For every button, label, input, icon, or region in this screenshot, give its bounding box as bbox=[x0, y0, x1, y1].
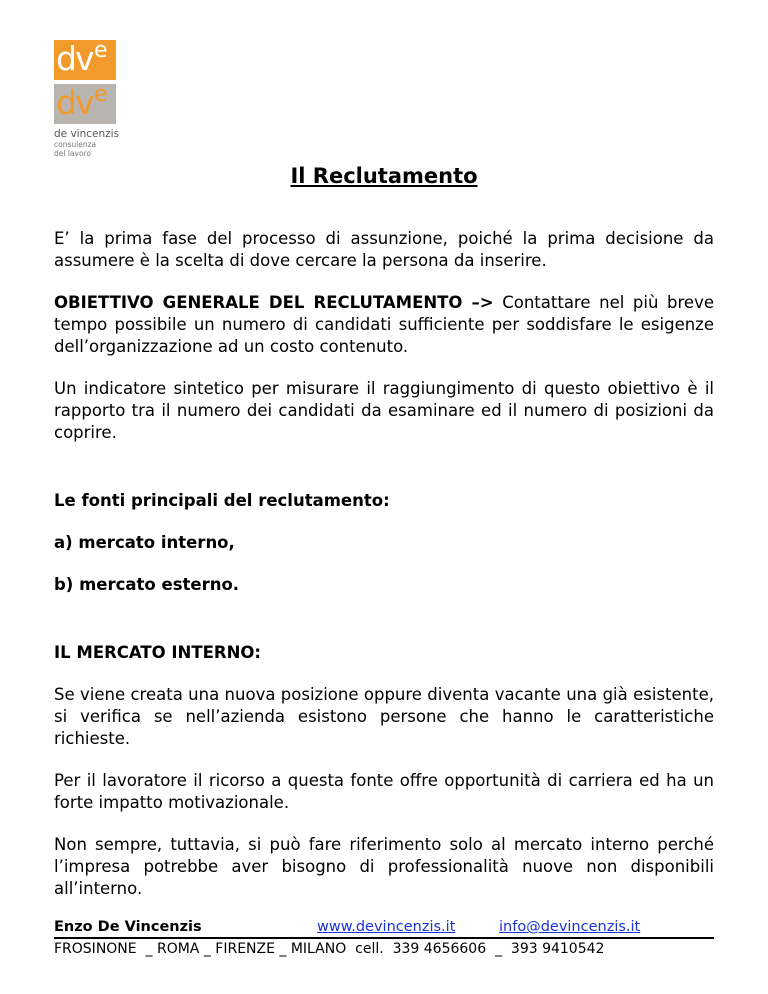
objective-text: Contattare nel più breve tempo possibile un numero di candidati sufficiente per soddisfare le esigenze dell’organizzazione ad un costo contenuto. bbox=[54, 293, 714, 356]
sources-heading: Le fonti principali del reclutamento: bbox=[54, 491, 390, 510]
page-title: Il Reclutamento bbox=[290, 164, 478, 188]
source-a: a) mercato interno, bbox=[54, 533, 235, 552]
logo-mark-text-2: dv bbox=[56, 83, 93, 122]
internal-market-paragraph-2: Per il lavoratore il ricorso a questa fonte offre opportunità di carriera ed ha un forte impatto motivazionale. bbox=[54, 771, 714, 812]
footer-locations-phone: FROSINONE _ ROMA _ FIRENZE _ MILANO cell. 339 4656606 _ 393 9410542 bbox=[54, 941, 605, 957]
indicator-paragraph: Un indicatore sintetico per misurare il raggiungimento di questo obiettivo è il rapporto tra il numero dei candidati da esaminare ed il numero di posizioni da coprire. bbox=[54, 379, 714, 442]
logo-mark-accent: e bbox=[94, 38, 108, 63]
logo-mark-bottom bbox=[54, 84, 116, 124]
footer-website-link[interactable]: www.devincenzis.it bbox=[317, 919, 456, 935]
footer-contact-row bbox=[54, 919, 714, 939]
logo-tagline-1: consulenza bbox=[54, 140, 97, 149]
logo-mark-text: dv bbox=[56, 39, 93, 78]
intro-paragraph: E’ la prima fase del processo di assunzione, poiché la prima decisione da assumere è la scelta di dove cercare la persona da inserire. bbox=[54, 229, 714, 270]
document-body bbox=[54, 228, 714, 900]
objective-paragraph bbox=[54, 292, 714, 358]
objective-heading: OBIETTIVO GENERALE DEL RECLUTAMENTO –> bbox=[54, 293, 494, 312]
internal-market-paragraph-1: Se viene creata una nuova posizione oppure diventa vacante una già esistente, si verifica se nell’azienda esistono persone che hanno le caratteristiche richieste. bbox=[54, 685, 714, 748]
footer-author-name: Enzo De Vincenzis bbox=[54, 919, 202, 935]
logo-mark-top bbox=[54, 40, 116, 80]
internal-market-heading: IL MERCATO INTERNO: bbox=[54, 643, 262, 662]
logo-mark-accent-2: e bbox=[94, 82, 108, 107]
logo-company-name: de vincenzis bbox=[54, 128, 120, 140]
footer-email-link[interactable]: info@devincenzis.it bbox=[499, 919, 641, 935]
internal-market-paragraph-3: Non sempre, tuttavia, si può fare riferimento solo al mercato interno perché l’impresa potrebbe aver bisogno di professionalità nuove non disponibili all’interno. bbox=[54, 835, 714, 898]
logo-tagline-2: del lavoro bbox=[54, 149, 92, 158]
page-footer bbox=[54, 919, 714, 957]
source-b: b) mercato esterno. bbox=[54, 575, 240, 594]
company-logo bbox=[54, 40, 120, 158]
